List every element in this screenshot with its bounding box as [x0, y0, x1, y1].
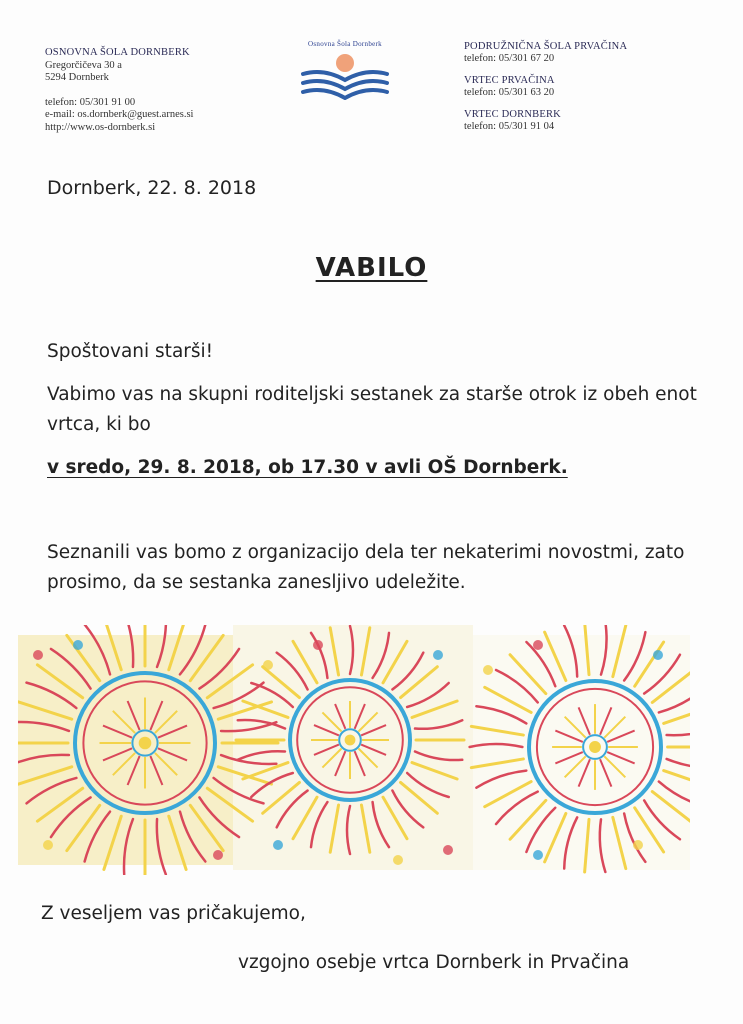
- decorative-flower: [633, 840, 643, 850]
- closing-line: Z veseljem vas pričakujemo,: [41, 903, 306, 924]
- decorative-flower: [73, 640, 83, 650]
- school-contact-block: [45, 47, 193, 134]
- decorative-flower: [33, 650, 43, 660]
- branch-name: VRTEC DORNBERK: [464, 109, 561, 120]
- school-city: 5294 Dornberk: [45, 72, 109, 83]
- decorative-flower: [443, 845, 453, 855]
- branches-contact-block: [464, 41, 627, 143]
- meeting-time-location: v sredo, 29. 8. 2018, ob 17.30 v avli OŠ Dornberk.: [47, 457, 568, 478]
- logo-book-sun-icon: [297, 50, 393, 100]
- decorative-flower: [313, 640, 323, 650]
- branch-school-prvacina: [464, 41, 627, 65]
- branch-phone: telefon: 05/301 67 20: [464, 53, 555, 64]
- school-email: e-mail: os.dornberk@guest.arnes.si: [45, 109, 194, 120]
- decorative-flower: [393, 855, 403, 865]
- school-phone: telefon: 05/301 91 00: [45, 96, 136, 108]
- letter-date: Dornberk, 22. 8. 2018: [47, 177, 257, 199]
- decorative-flower: [533, 850, 543, 860]
- branch-kindergarten-prvacina: [464, 75, 627, 99]
- school-street: Gregorčičeva 30 a: [45, 59, 122, 71]
- decorative-flower: [653, 650, 663, 660]
- decorative-flower: [433, 650, 443, 660]
- school-name: OSNOVNA ŠOLA DORNBERK: [45, 47, 190, 58]
- letter-title: [0, 253, 743, 283]
- info-text: Seznanili vas bomo z organizacijo dela ter nekaterimi novostmi, zato prosimo, da se sestanka zanesljivo udeležite.: [47, 542, 685, 593]
- school-website: http://www.os-dornberk.si: [45, 121, 156, 133]
- greeting: Spoštovani starši!: [47, 341, 214, 362]
- decorative-flower: [533, 640, 543, 650]
- decorative-flower: [273, 840, 283, 850]
- decorative-flower: [213, 850, 223, 860]
- school-logo: [295, 40, 395, 100]
- branch-kindergarten-dornberk: [464, 109, 627, 133]
- branch-name: VRTEC PRVAČINA: [464, 75, 555, 86]
- letter-title-text: VABILO: [315, 253, 428, 283]
- decorative-flower: [263, 660, 273, 670]
- branch-phone: telefon: 05/301 63 20: [464, 87, 555, 98]
- decorative-flower: [43, 840, 53, 850]
- logo-text: Osnovna Šola Dornberk: [308, 40, 382, 48]
- branch-name: PODRUŽNIČNA ŠOLA PRVAČINA: [464, 41, 628, 52]
- branch-phone: telefon: 05/301 91 04: [464, 121, 555, 132]
- decorative-flower: [483, 665, 493, 675]
- invitation-text: Vabimo vas na skupni roditeljski sestanek za starše otrok iz obeh enot vrtca, ki bo: [47, 384, 697, 435]
- signature: vzgojno osebje vrtca Dornberk in Prvačina: [238, 952, 630, 973]
- children-sun-drawings-illustration: [18, 625, 690, 875]
